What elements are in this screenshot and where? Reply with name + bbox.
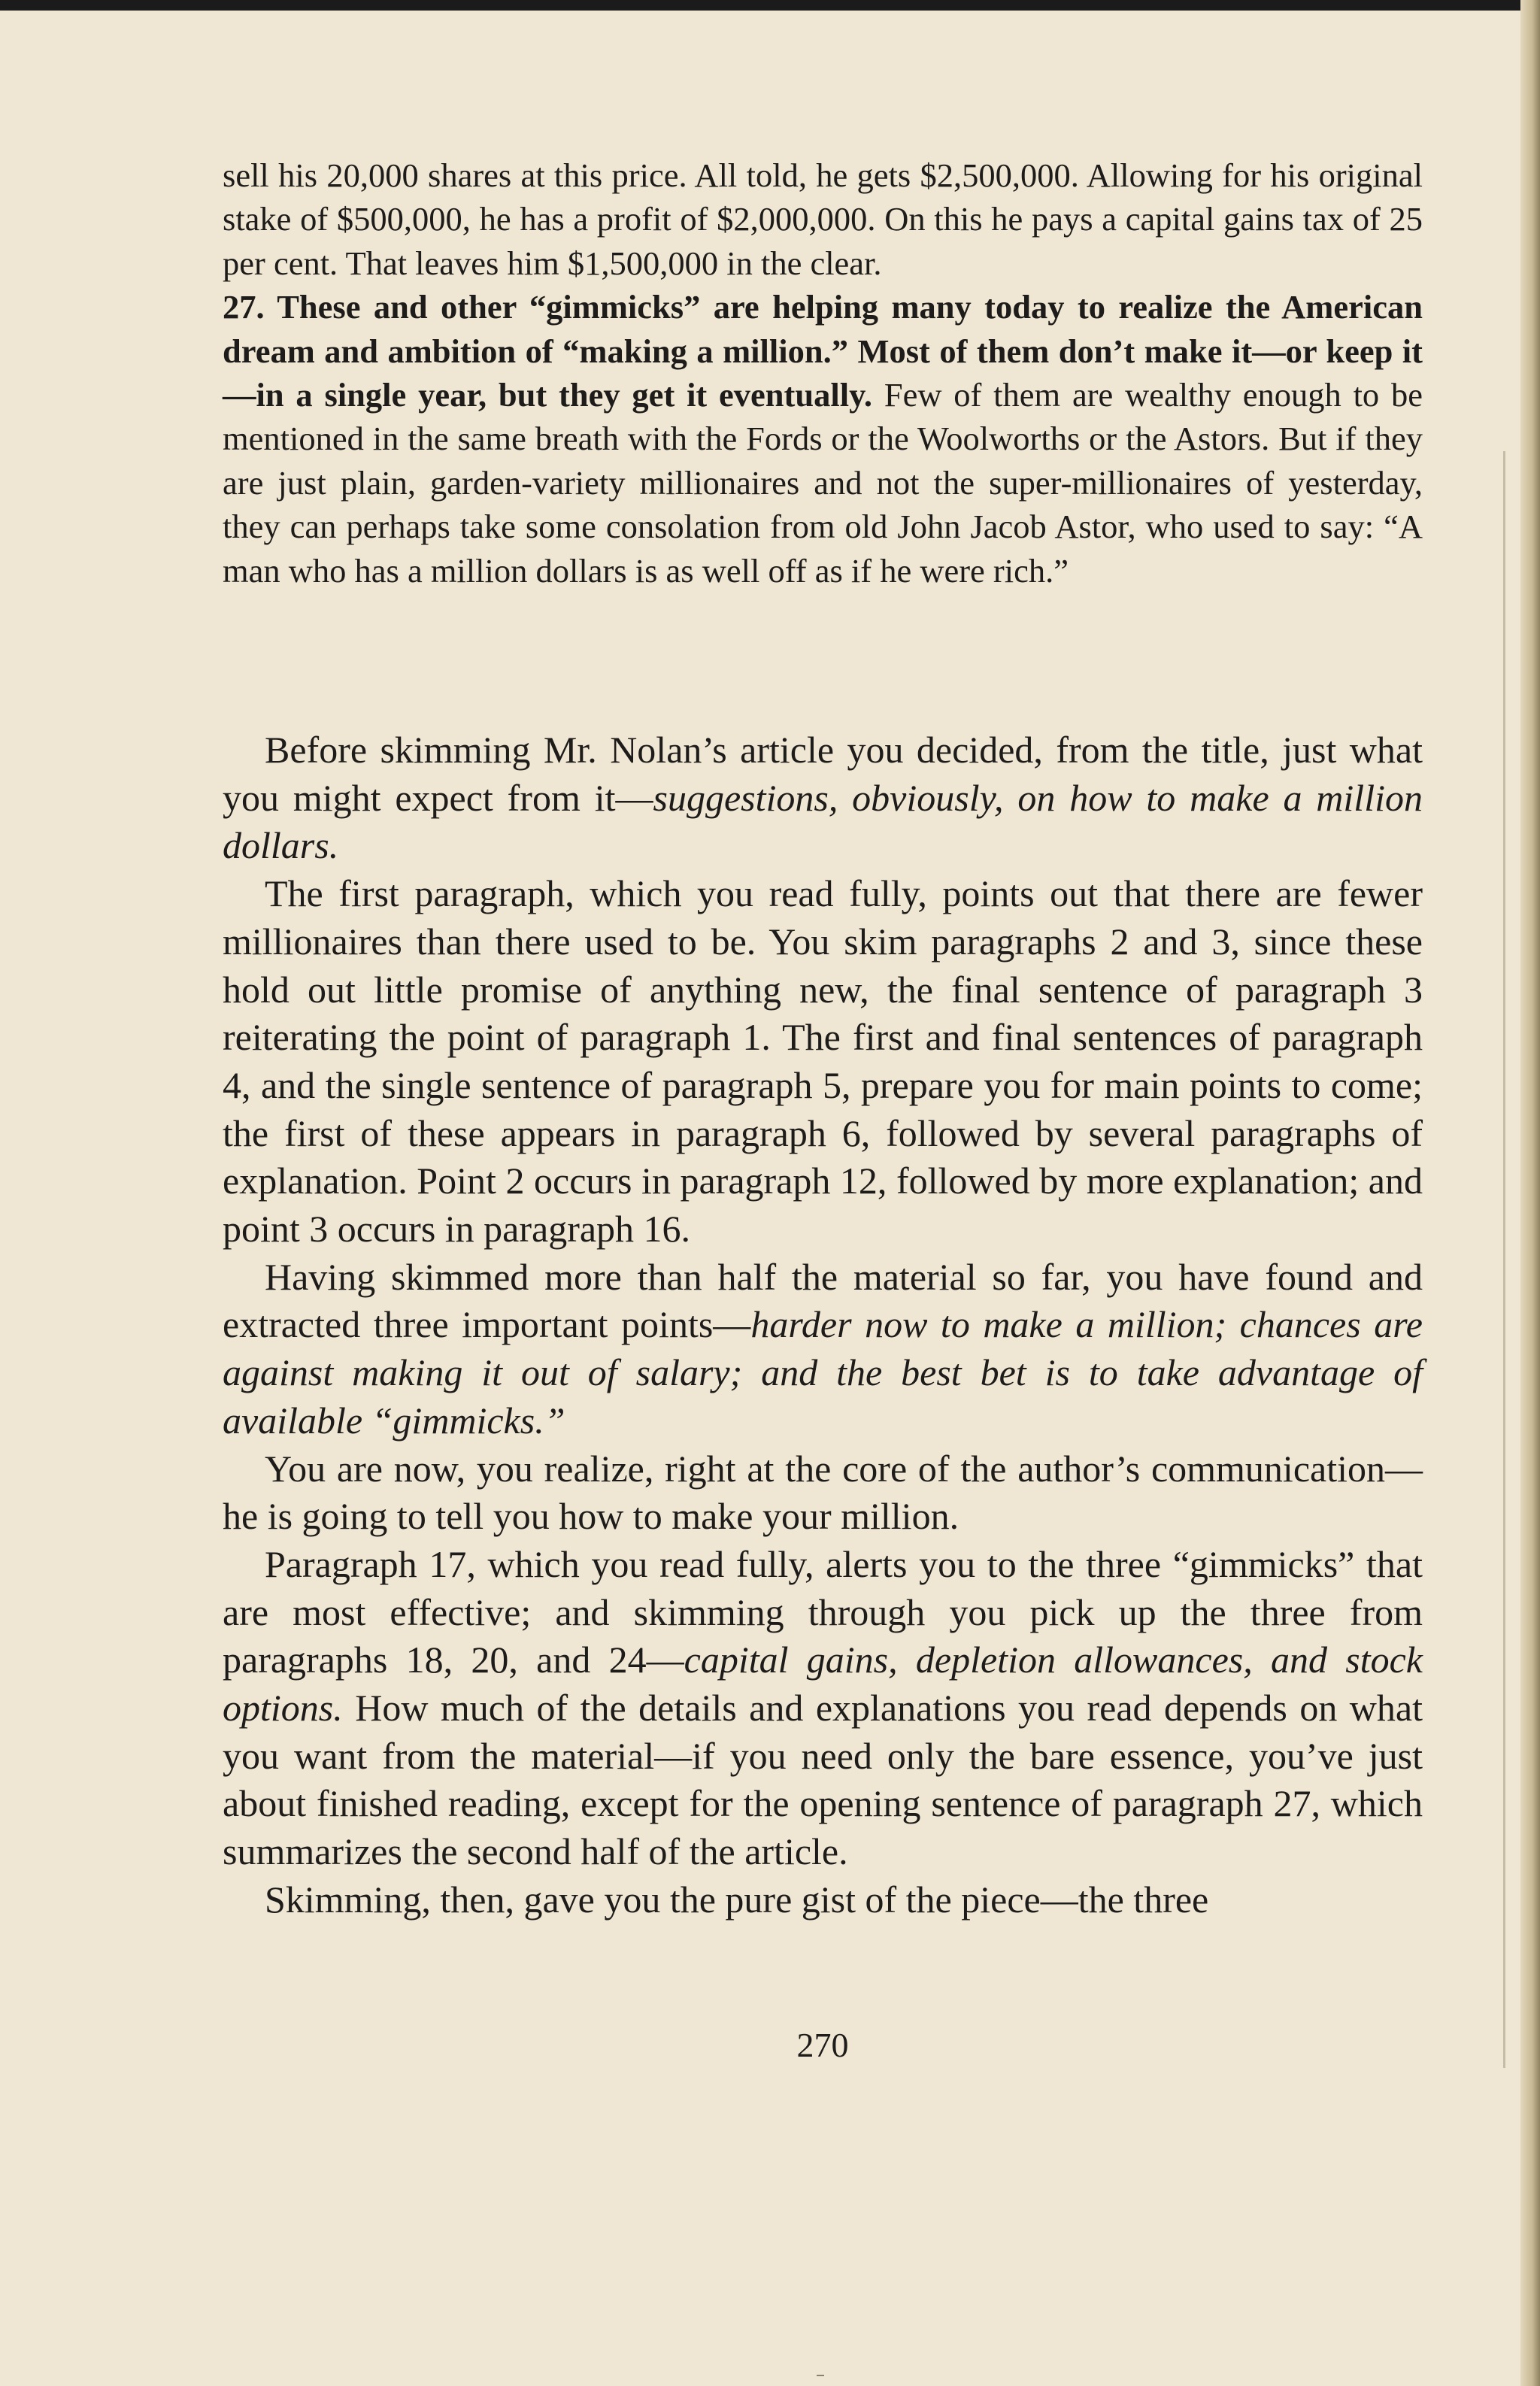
commentary-paragraph-5-text: Paragraph 17, which you read fully, alerts you to the three “gimmicks” that are most effective; and skimming through you pick up the three from paragraphs 18, 20, and 24— [223, 1542, 1423, 1681]
quoted-paragraph-27-regular: Few of them are wealthy enough to be mentioned in the same breath with the Fords or the Woolworths or the Astors. But if they are just plain, garden-variety millionaires and not the super-millionaires of yesterday, they can perhaps take some consolation from old John Jacob Astor, who used to say: “A man who has a million dollars is as well off as if he were rich.” [223, 376, 1423, 590]
scan-top-edge [0, 0, 1540, 11]
quoted-paragraph-26-tail: sell his 20,000 shares at this price. All told, he gets $2,500,000. Allowing for his original stake of $500,000, he has a profit of $2,000,000. On this he pays a capital gains tax of 25 per cent. That leaves him $1,500,000 in the clear. [223, 156, 1423, 282]
quoted-paragraph-27 [223, 285, 1423, 593]
commentary-paragraph-1 [223, 726, 1423, 870]
scan-artifact-mark [817, 2370, 824, 2376]
commentary-paragraph-1-text: Before skimming Mr. Nolan’s article you decided, from the title, just what you might expect from it— [223, 729, 1423, 819]
commentary-paragraph-3-text: Having skimmed more than half the material so far, you have found and extracted three important points— [223, 1255, 1423, 1346]
commentary-paragraph-4: You are now, you realize, right at the core of the author’s communication—he is going to tell you how to make your million. [223, 1447, 1423, 1538]
commentary-paragraph-5-italic: capital gains, depletion allowances, and stock options. [223, 1639, 1423, 1730]
page-shadow-line [1503, 451, 1505, 2068]
quoted-article-excerpt [223, 153, 1423, 593]
book-page-edge [1520, 0, 1540, 2386]
commentary-paragraph-5 [223, 1541, 1423, 1876]
commentary-paragraph-5-tail: How much of the details and explanations you read depends on what you want from the material—if you need only the bare essence, you’ve just about finished reading, except for the opening sentence of paragraph 27, which summarizes the second half of the article. [223, 1687, 1423, 1873]
page-number: 270 [796, 2026, 849, 2064]
commentary-text [223, 726, 1423, 1924]
commentary-paragraph-2: The first paragraph, which you read fully, points out that there are fewer millionaires than there used to be. You skim paragraphs 2 and 3, since these hold out little promise of anything new, the final sentence of paragraph 3 reiterating the point of paragraph 1. The first and final sentences of paragraph 4, and the single sentence of paragraph 5, prepare you for main points to come; the first of these appears in paragraph 6, followed by several paragraphs of explanation. Point 2 occurs in paragraph 12, followed by more explanation; and point 3 occurs in paragraph 16. [223, 872, 1423, 1251]
commentary-paragraph-6: Skimming, then, gave you the pure gist of the piece—the three [265, 1878, 1209, 1921]
quoted-paragraph-27-bold: 27. These and other “gimmicks” are helping many today to realize the American dream and ambition of “making a million.” Most of them don’t make it—or keep it—in a single year, but they get it eventually. [223, 288, 1423, 414]
commentary-paragraph-1-italic: suggestions, obviously, on how to make a million dollars. [223, 776, 1423, 867]
commentary-paragraph-3 [223, 1254, 1423, 1445]
commentary-paragraph-3-italic: harder now to make a million; chances are against making it out of salary; and the best bet is to take advantage of available “gimmicks.” [223, 1303, 1423, 1442]
